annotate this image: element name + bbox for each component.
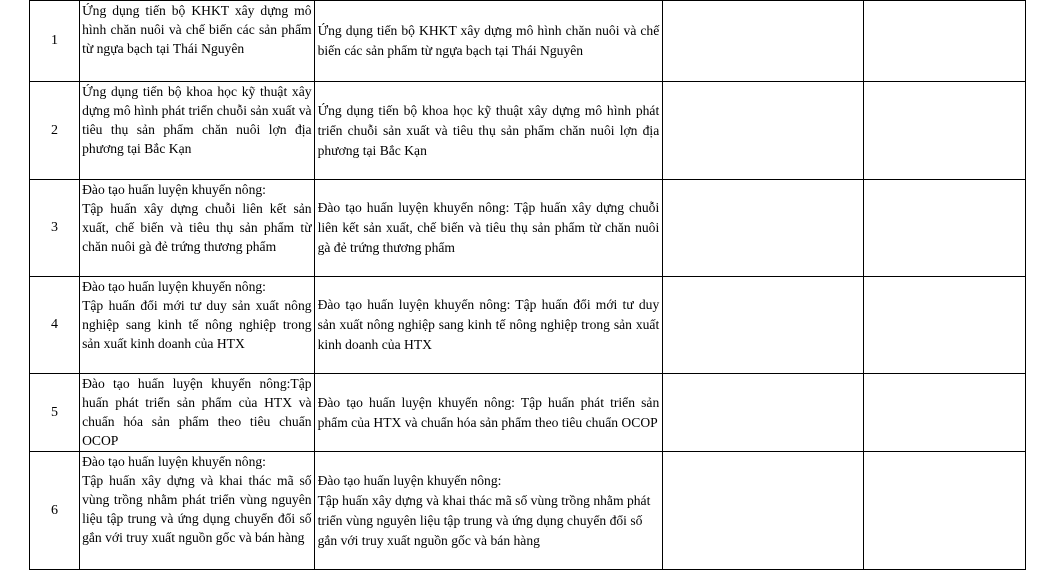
empty-cell — [863, 82, 1025, 180]
empty-cell — [863, 374, 1025, 452]
row-number: 4 — [30, 277, 80, 374]
project-content: Đào tạo huấn luyện khuyến nông: Tập huấn đổi mới tư duy sản xuất nông nghiệp sang kinh tế nông nghiệp trong sản xuất kinh doanh của HTX — [314, 277, 663, 374]
row-number: 3 — [30, 180, 80, 277]
empty-cell — [863, 452, 1025, 570]
empty-cell — [663, 374, 863, 452]
project-title — [80, 452, 314, 570]
project-title: Ứng dụng tiến bộ KHKT xây dựng mô hình chăn nuôi và chế biến các sản phẩm từ ngựa bạch tại Thái Nguyên — [80, 1, 314, 82]
project-content: Đào tạo huấn luyện khuyến nông: Tập huấn xây dựng chuỗi liên kết sản xuất, chế biến và tiêu thụ sản phẩm từ chăn nuôi gà đẻ trứng thương phẩm — [314, 180, 663, 277]
table-row — [30, 1, 1026, 82]
title-body: Tập huấn đổi mới tư duy sản xuất nông nghiệp sang kinh tế nông nghiệp trong sản xuất kinh doanh của HTX — [82, 298, 312, 351]
row-number: 6 — [30, 452, 80, 570]
empty-cell — [863, 1, 1025, 82]
project-title — [80, 180, 314, 277]
empty-cell — [663, 452, 863, 570]
content-body: Tập huấn xây dựng và khai thác mã số vùng trồng nhằm phát triển vùng nguyên liệu tập trung và ứng dụng chuyển đổi số gắn với truy xuất nguồn gốc và bán hàng — [317, 492, 651, 548]
project-content: Ứng dụng tiến bộ khoa học kỹ thuật xây dựng mô hình phát triển chuỗi sản xuất và tiêu thụ sản phẩm chăn nuôi lợn địa phương tại Bắc Kạn — [314, 82, 663, 180]
content-heading: Đào tạo huấn luyện khuyến nông: — [317, 472, 502, 488]
table-row — [30, 82, 1026, 180]
row-number: 1 — [30, 1, 80, 82]
project-content — [314, 452, 663, 570]
title-heading: Đào tạo huấn luyện khuyến nông: — [82, 279, 266, 294]
empty-cell — [663, 277, 863, 374]
project-title: Ứng dụng tiến bộ khoa học kỹ thuật xây dựng mô hình phát triển chuỗi sản xuất và tiêu thụ sản phẩm chăn nuôi lợn địa phương tại Bắc Kạn — [80, 82, 314, 180]
title-heading: Đào tạo huấn luyện khuyến nông: — [82, 454, 266, 469]
project-title: Đào tạo huấn luyện khuyến nông:Tập huấn phát triển sản phẩm của HTX và chuẩn hóa sản phẩm theo tiêu chuẩn OCOP — [80, 374, 314, 452]
empty-cell — [663, 180, 863, 277]
project-content: Ứng dụng tiến bộ KHKT xây dựng mô hình chăn nuôi và chế biến các sản phẩm từ ngựa bạch tại Thái Nguyên — [314, 1, 663, 82]
title-body: Tập huấn xây dựng chuỗi liên kết sản xuất, chế biến và tiêu thụ sản phẩm từ chăn nuôi gà đẻ trứng thương phẩm — [82, 201, 312, 254]
empty-cell — [863, 277, 1025, 374]
row-number: 5 — [30, 374, 80, 452]
title-body: Tập huấn xây dựng và khai thác mã số vùng trồng nhằm phát triển vùng nguyên liệu tập trung và ứng dụng chuyển đổi số gắn với truy xuất nguồn gốc và bán hàng — [82, 473, 312, 545]
project-title — [80, 277, 314, 374]
table-row — [30, 374, 1026, 452]
project-content: Đào tạo huấn luyện khuyến nông: Tập huấn phát triển sản phẩm của HTX và chuẩn hóa sản phẩm theo tiêu chuẩn OCOP — [314, 374, 663, 452]
row-number: 2 — [30, 82, 80, 180]
empty-cell — [663, 1, 863, 82]
table-row — [30, 452, 1026, 570]
table-row — [30, 277, 1026, 374]
title-heading: Đào tạo huấn luyện khuyến nông: — [82, 182, 266, 197]
empty-cell — [663, 82, 863, 180]
training-programs-table — [29, 0, 1026, 570]
table-row — [30, 180, 1026, 277]
empty-cell — [863, 180, 1025, 277]
